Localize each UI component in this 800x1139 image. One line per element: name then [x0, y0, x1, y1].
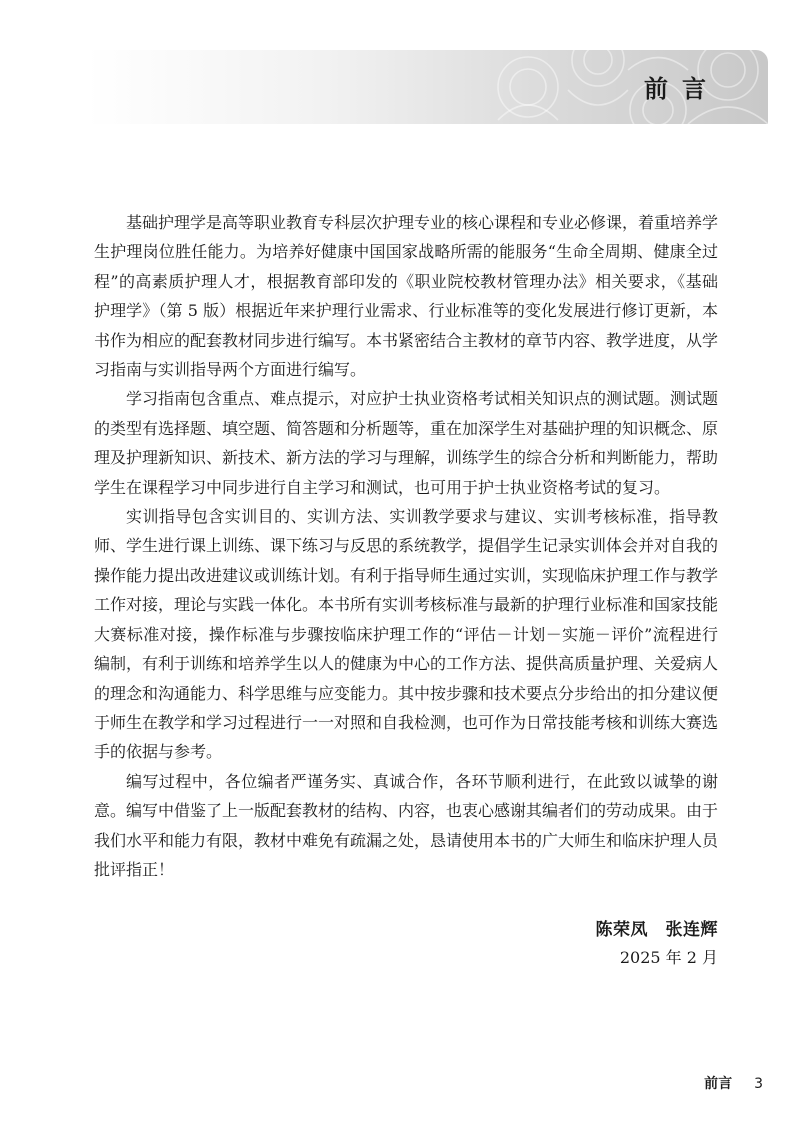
date: 2025 年 2 月 — [619, 948, 718, 967]
paragraph: 基础护理学是高等职业教育专科层次护理专业的核心课程和专业必修课，着重培养学生护理岗位胜任能力。为培养好健康中国国家战略所需的能服务“生命全周期、健康全过程”的高素质护理人才，根据教育部印发的《职业院校教材管理办法》相关要求，《基础护理学》（第 5 版）根据近年来护理行业需求、行业标准等的变化发展进行修订更新，本书作为相应的配套教材同步进行编写。本书紧密结合主教材的章节内容、教学进度，从学习指南与实训指导两个方面进行编写。 — [94, 213, 719, 380]
paragraph: 实训指导包含实训目的、实训方法、实训教学要求与建议、实训考核标准，指导教师、学生进行课上训练、课下练习与反思的系统教学，提倡学生记录实训体会并对自我的操作能力提出改进建议或训练计划。有利于指导师生通过实训，实现临床护理工作与教学工作对接，理论与实践一体化。本书所有实训考核标准与最新的护理行业标准和国家技能大赛标准对接，操作标准与步骤按临床护理工作的“评估－计划－实施－评价”流程进行编制，有利于训练和培养学生以人的健康为中心的工作方法、提供高质量护理、关爱病人的理念和沟通能力、科学思维与应变能力。其中按步骤和技术要点分步给出的扣分建议便于师生在教学和学习过程进行一一对照和自我检测，也可作为日常技能考核和训练大赛选手的依据与参考。 — [94, 507, 719, 762]
author-names: 陈荣凤 张连辉 — [595, 920, 718, 940]
paragraph: 学习指南包含重点、难点提示，对应护士执业资格考试相关知识点的测试题。测试题的类型有选择题、填空题、简答题和分析题等，重在加深学生对基础护理的知识概念、原理及护理新知识、新技术、新方法的学习与理解，训练学生的综合分析和判断能力，帮助学生在课程学习中同步进行自主学习和测试，也可用于护士执业资格考试的复习。 — [94, 389, 719, 497]
page-footer — [704, 1073, 763, 1093]
page-title: 前言 — [644, 75, 720, 103]
page-number: 3 — [754, 1076, 763, 1092]
footer-section-label: 前言 — [704, 1076, 733, 1092]
paragraph: 编写过程中，各位编者严谨务实、真诚合作，各环节顺利进行，在此致以诚挚的谢意。编写中借鉴了上一版配套教材的结构、内容，也衷心感谢其编者们的劳动成果。由于我们水平和能力有限，教材中难免有疏漏之处，恳请使用本书的广大师生和临床护理人员批评指正！ — [94, 771, 719, 879]
preface-body — [94, 208, 718, 884]
signature-block — [596, 916, 719, 972]
chapter-header-band — [86, 50, 768, 124]
